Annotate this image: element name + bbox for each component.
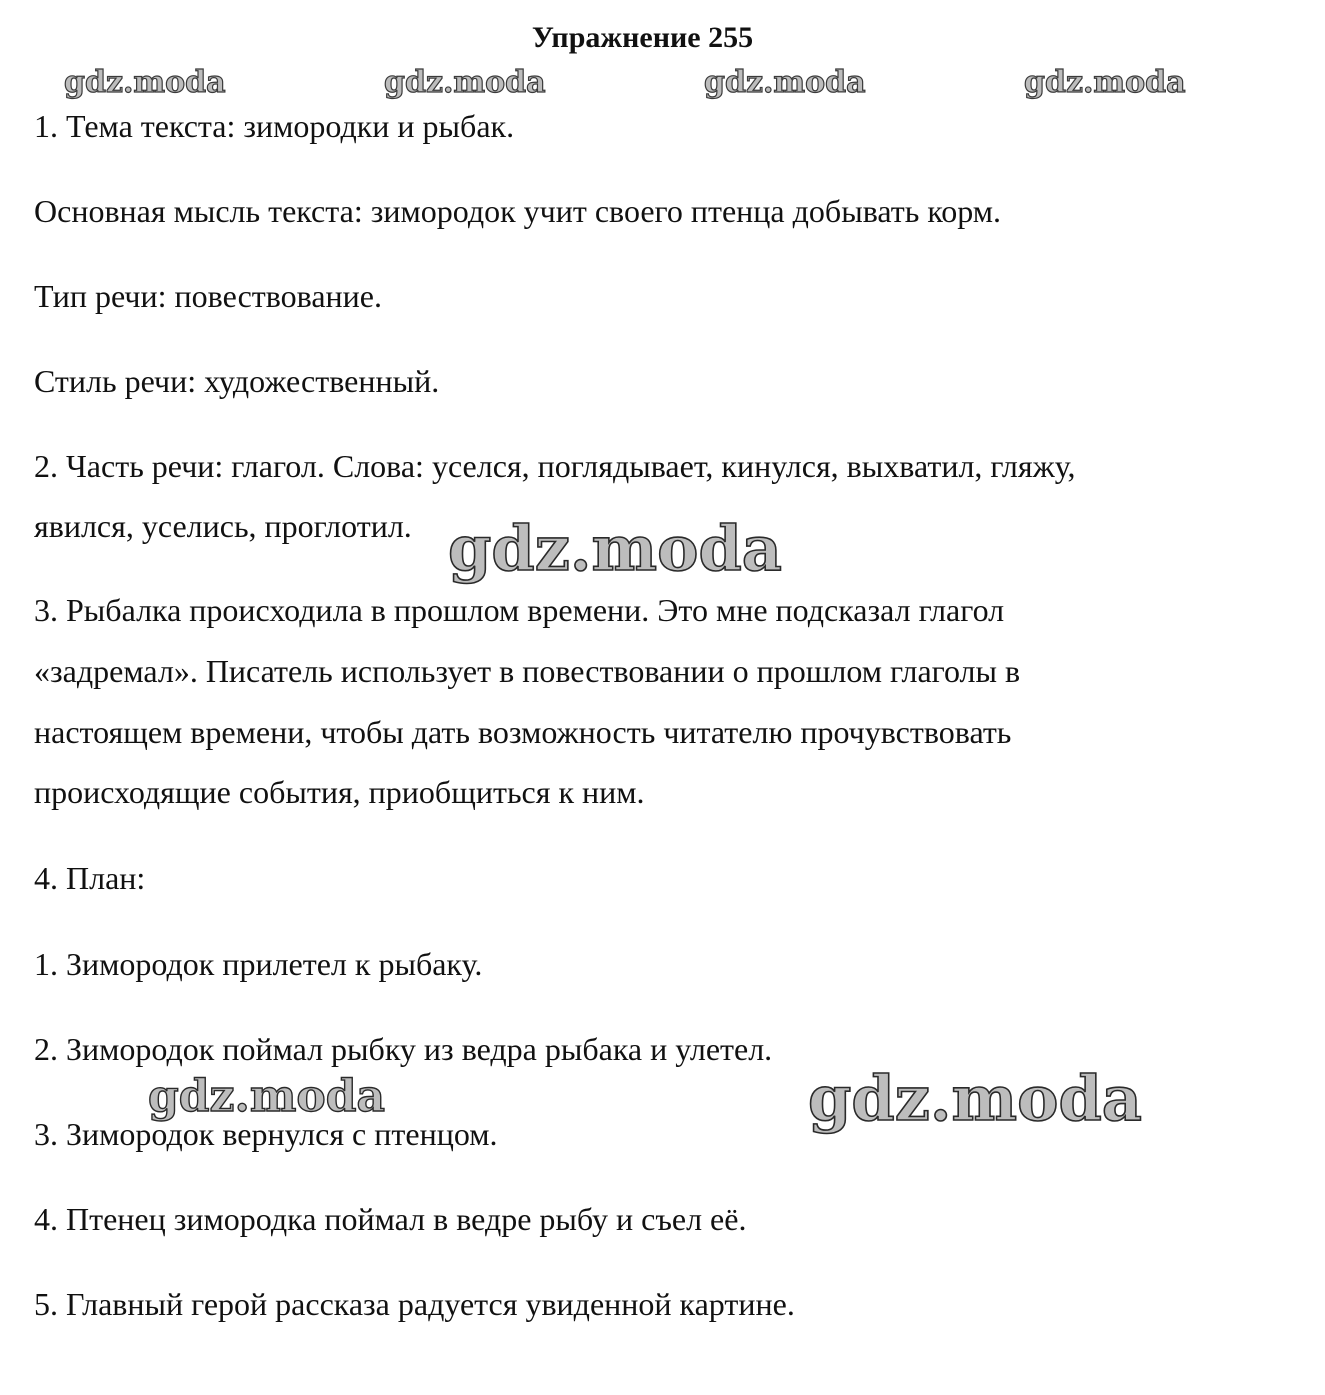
text-line-9: настоящем времени, чтобы дать возможность читателю прочувствовать (34, 714, 1012, 750)
watermark-top-2: gdz.moda (384, 65, 546, 100)
text-line-1: 1. Тема текста: зимородки и рыбак. (34, 108, 515, 144)
watermark-bottom-right: gdz.moda (808, 1062, 1142, 1135)
text-line-13: 2. Зимородок поймал рыбку из ведра рыбака и улетел. (34, 1031, 773, 1067)
text-line-7: 3. Рыбалка происходила в прошлом времени. Это мне подсказал глагол (34, 592, 1005, 628)
text-line-4: Стиль речи: художественный. (34, 363, 440, 399)
text-line-5: 2. Часть речи: глагол. Слова: уселся, поглядывает, кинулся, выхватил, гляжу, (34, 448, 1076, 484)
text-line-11: 4. План: (34, 860, 146, 896)
text-line-3: Тип речи: повествование. (34, 278, 382, 314)
text-line-6: явился, уселись, проглотил. (34, 508, 412, 544)
watermark-center: gdz.moda (448, 512, 782, 585)
text-line-2: Основная мысль текста: зимородок учит своего птенца добывать корм. (34, 193, 1002, 229)
text-line-10: происходящие события, приобщиться к ним. (34, 774, 645, 810)
text-line-15: 4. Птенец зимородка поймал в ведре рыбу и съел её. (34, 1201, 747, 1237)
watermark-top-1: gdz.moda (64, 65, 226, 100)
text-line-12: 1. Зимородок прилетел к рыбаку. (34, 946, 483, 982)
watermark-top-3: gdz.moda (704, 65, 866, 100)
exercise-title: Упражнение 255 (531, 21, 754, 54)
text-line-8: «задремал». Писатель использует в повествовании о прошлом глаголы в (34, 653, 1021, 689)
text-line-16: 5. Главный герой рассказа радуется увиденной картине. (34, 1286, 795, 1322)
text-line-14: 3. Зимородок вернулся с птенцом. (34, 1116, 498, 1152)
watermark-bottom-left: gdz.moda (148, 1071, 386, 1122)
watermark-top-4: gdz.moda (1024, 65, 1186, 100)
